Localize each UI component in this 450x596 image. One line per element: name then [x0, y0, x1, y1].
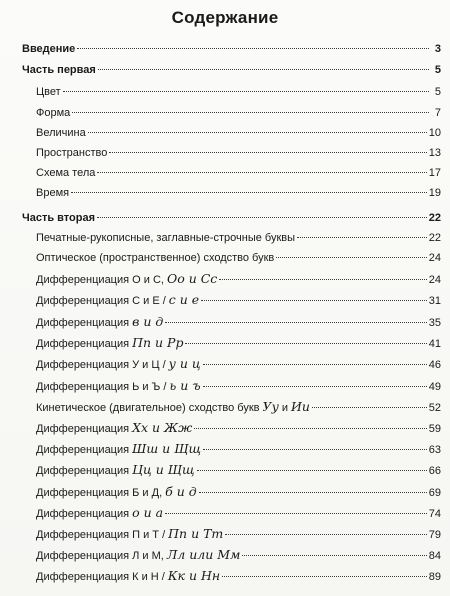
toc-dot-leader	[109, 152, 426, 153]
toc-page-number: 63	[428, 444, 441, 456]
toc-entry[interactable]	[36, 164, 441, 182]
toc-page-number: 31	[428, 295, 441, 307]
toc-entry-label: Оптическое (пространственное) сходство букв	[36, 252, 275, 264]
toc-page-number: 84	[428, 550, 441, 562]
toc-dot-leader	[88, 132, 427, 133]
toc-page-number: 17	[428, 167, 441, 179]
toc-entry-label: Дифференциация П и Т /	[36, 529, 166, 541]
toc-entry-label: Дифференциация	[36, 465, 130, 477]
toc-page-number: 69	[428, 487, 441, 499]
toc-page-number: 89	[428, 571, 441, 583]
toc-entry[interactable]	[36, 334, 441, 352]
toc-entry-label: Часть вторая	[22, 212, 96, 224]
toc-dot-leader	[312, 407, 427, 408]
toc-entry-handwritten-letters: Хх и Жж	[132, 420, 193, 435]
toc-page-number: 79	[428, 529, 441, 541]
toc-entry[interactable]	[36, 270, 441, 288]
toc-entry[interactable]	[36, 567, 441, 585]
toc-page-number: 74	[428, 508, 441, 520]
toc-dot-leader	[203, 364, 427, 365]
toc-dot-leader	[203, 449, 427, 450]
toc-dot-leader	[197, 470, 427, 471]
toc-entry-label: Дифференциация Ь и Ъ /	[36, 381, 167, 393]
toc-entry[interactable]	[22, 209, 441, 227]
toc-page-number: 24	[428, 274, 441, 286]
toc-dot-leader	[222, 576, 427, 577]
toc-entry-label: Печатные-рукописные, заглавные-строчные буквы	[36, 232, 296, 244]
toc-entry-label: Дифференциация	[36, 338, 130, 350]
toc-entry-label: Пространство	[36, 147, 108, 159]
toc-entry[interactable]	[36, 229, 441, 247]
toc-entry-label: Часть первая	[22, 64, 96, 76]
toc-entry[interactable]	[36, 144, 441, 162]
toc-page-number: 5	[434, 86, 441, 98]
toc-page-number: 52	[428, 402, 441, 414]
toc-entry-handwritten-letters: Пп и Тт	[168, 526, 224, 541]
toc-dot-leader	[199, 492, 427, 493]
toc-page-number: 66	[428, 465, 441, 477]
toc-entry-label: Дифференциация К и Н /	[36, 571, 165, 583]
toc-entry-handwritten-letters: Кк и Нн	[167, 568, 221, 583]
toc-entry-handwritten-letters: Ии	[290, 399, 310, 414]
toc-dot-leader	[276, 257, 426, 258]
toc-entry-handwritten-letters: Пп и Рр	[132, 335, 184, 350]
toc-entry-handwritten-letters: в и д	[132, 314, 164, 329]
toc-entry-handwritten-letters: ь и ъ	[169, 378, 201, 393]
toc-entry-label: Дифференциация Л и М,	[36, 550, 164, 562]
toc-entry[interactable]	[36, 525, 441, 543]
toc-dot-leader	[71, 192, 427, 193]
page-title: Содержание	[171, 8, 279, 27]
toc-entry-label: Дифференциация С и Е /	[36, 295, 166, 307]
toc-entry-label: Форма	[36, 107, 71, 119]
toc-page-number: 10	[428, 127, 441, 139]
toc-dot-leader	[97, 217, 427, 218]
toc-entry-label: Схема тела	[36, 167, 96, 179]
toc-entry-handwritten-letters: Лл или Мм	[166, 547, 241, 562]
toc-entry[interactable]	[36, 355, 441, 373]
toc-entry-label: Дифференциация	[36, 508, 130, 520]
toc-page-number: 41	[428, 338, 441, 350]
toc-entry-handwritten-letters: Оо и Сс	[166, 271, 218, 286]
toc-entry[interactable]	[22, 40, 441, 58]
toc-entry[interactable]	[36, 184, 441, 202]
toc-entry-handwritten-letters: б и д	[165, 484, 197, 499]
toc-entry-label: Величина	[36, 127, 86, 139]
toc-page-number: 22	[428, 212, 441, 224]
toc-entry-label: Дифференциация У и Ц /	[36, 359, 166, 371]
toc-dot-leader	[242, 555, 426, 556]
toc-entry-label: Дифференциация	[36, 423, 130, 435]
toc-dot-leader	[165, 513, 427, 514]
toc-dot-leader	[72, 112, 429, 113]
toc-page-number: 7	[434, 107, 441, 119]
toc-dot-leader	[63, 91, 429, 92]
toc-entry-label: Дифференциация	[36, 317, 130, 329]
toc-entry-handwritten-letters: Шш и Щщ	[132, 441, 201, 456]
toc-entry-label: Цвет	[36, 86, 61, 98]
toc-entry[interactable]	[36, 377, 441, 395]
toc-entry-label-tail: и	[281, 402, 288, 414]
toc-entry[interactable]	[36, 291, 441, 309]
toc-page-number: 13	[428, 147, 441, 159]
toc-entry-label: Дифференциация Б и Д,	[36, 487, 163, 499]
toc-dot-leader	[97, 172, 426, 173]
toc-entry-handwritten-letters: у и ц	[168, 356, 201, 371]
toc-dot-leader	[225, 534, 426, 535]
toc-dot-leader	[219, 279, 426, 280]
toc-entry-label: Время	[36, 187, 70, 199]
toc-entry[interactable]	[36, 398, 441, 416]
toc-entry-handwritten-letters: о и а	[132, 505, 164, 520]
toc-entry-handwritten-letters: Цц и Щщ	[132, 462, 195, 477]
toc-entry-label: Дифференциация	[36, 444, 130, 456]
toc-entry[interactable]	[36, 83, 441, 101]
toc-entry[interactable]	[36, 104, 441, 122]
toc-entry[interactable]	[36, 313, 441, 331]
toc-entry-handwritten-letters: с и е	[168, 292, 200, 307]
toc-dot-leader	[165, 322, 426, 323]
toc-dot-leader	[185, 343, 426, 344]
toc-entry[interactable]	[36, 124, 441, 142]
toc-page-number: 3	[434, 43, 441, 55]
toc-dot-leader	[297, 237, 427, 238]
toc-entry-handwritten-letters: Уу	[262, 399, 279, 414]
toc-page-number: 59	[428, 423, 441, 435]
toc-dot-leader	[98, 69, 429, 70]
toc-page-number: 35	[428, 317, 441, 329]
toc-entry[interactable]	[36, 440, 441, 458]
toc-dot-leader	[194, 428, 426, 429]
toc-page-number: 46	[428, 359, 441, 371]
toc-entry[interactable]	[36, 504, 441, 522]
toc-page-number: 24	[428, 252, 441, 264]
toc-entry-label: Дифференциация О и С,	[36, 274, 164, 286]
toc-entry[interactable]	[36, 546, 441, 564]
toc-entry-label: Кинетическое (двигательное) сходство букв	[36, 402, 260, 414]
toc-dot-leader	[203, 386, 427, 387]
toc-entry[interactable]	[36, 419, 441, 437]
toc-page-number: 5	[434, 64, 441, 76]
toc-entry[interactable]	[36, 249, 441, 267]
toc-entry[interactable]	[36, 483, 441, 501]
toc-entry[interactable]	[22, 61, 441, 79]
toc-entry-label: Введение	[22, 43, 76, 55]
toc-dot-leader	[201, 300, 427, 301]
toc-page-number: 22	[428, 232, 441, 244]
toc-page-number: 19	[428, 187, 441, 199]
toc-entry[interactable]	[36, 461, 441, 479]
toc-dot-leader	[77, 48, 429, 49]
toc-page-number: 49	[428, 381, 441, 393]
